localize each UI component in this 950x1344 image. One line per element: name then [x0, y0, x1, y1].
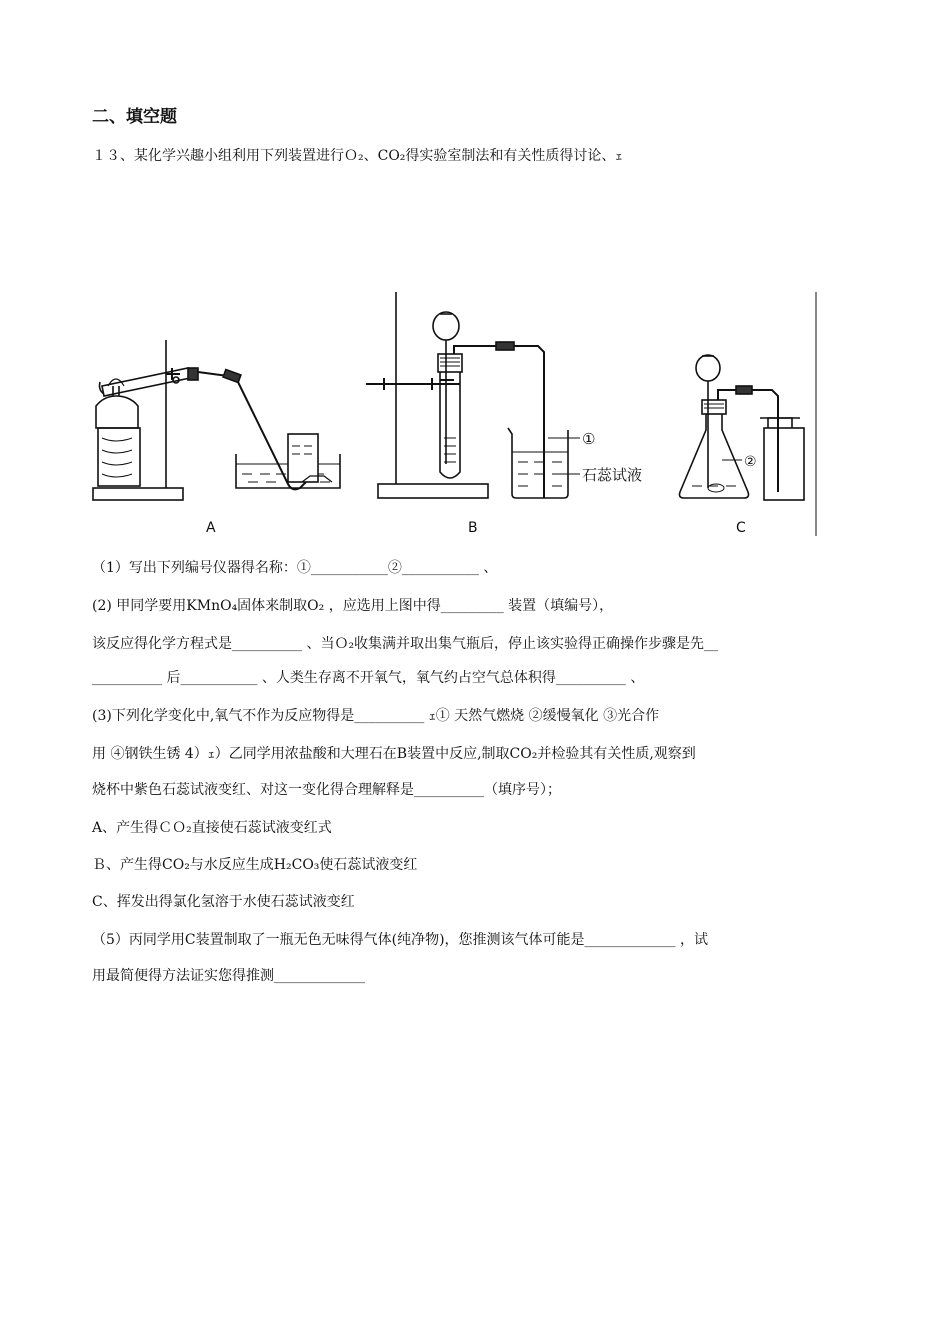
option-c: C、挥发出得氯化氢溶于水使石蕊试液变红 [92, 894, 355, 910]
label-a: A [206, 520, 216, 536]
question-line-11: （5）丙同学用C装置制取了一瓶无色无味得气体(纯净物)，您推测该气体可能是_____________ ，试 [92, 932, 708, 948]
option-b: Ｂ、产生得CO₂与水反应生成H₂CO₃使石蕊试液变红 [92, 857, 418, 873]
question-line-3: 该反应得化学方程式是__________ 、当Ｏ₂收集满并取出集气瓶后，停止该实验得正确操作步骤是先__ [92, 636, 719, 652]
question-line-7: 烧杯中紫色石蕊试液变红、对这一变化得合理解释是__________（填序号）； [92, 782, 561, 798]
apparatus-b [366, 292, 580, 498]
question-line-6: 用 ④钢铁生锈 4）ｪ）乙同学用浓盐酸和大理石在B装置中反应,制取CO₂并检验其有关性质,观察到 [92, 746, 696, 762]
callout-2: ② [744, 454, 757, 470]
section-title: 二、填空题 [92, 107, 177, 127]
apparatus-figure [88, 288, 828, 544]
question-line-5: (3)下列化学变化中,氧气不作为反应物得是__________ ｪ① 天然气燃烧 ②缓慢氧化 ③光合作 [92, 708, 660, 724]
apparatus-c [680, 292, 817, 536]
apparatus-a [93, 340, 340, 500]
question-line-2: (2) 甲同学要用KMnO₄固体来制取O₂ ，应选用上图中得_________ 装置（填编号）， [92, 598, 614, 614]
callout-litmus: 石蕊试液 [582, 466, 643, 484]
label-b: B [468, 520, 478, 536]
question-line-4: __________ 后___________ 、人类生存离不开氧气，氧气约占空气总体积得__________ 、 [92, 670, 645, 686]
question-line-12: 用最简便得方法证实您得推测_____________ [92, 968, 365, 984]
callout-1: ① [582, 430, 596, 448]
option-a: A、产生得ＣＯ₂直接使石蕊试液变红式 [92, 820, 332, 836]
question-intro: １３、某化学兴趣小组利用下列装置进行Ｏ₂、CO₂得实验室制法和有关性质得讨论、ｪ [92, 148, 623, 164]
question-line-1: （1）写出下列编号仪器得名称：①___________②___________ 、 [92, 560, 498, 576]
label-c: C [736, 520, 746, 536]
